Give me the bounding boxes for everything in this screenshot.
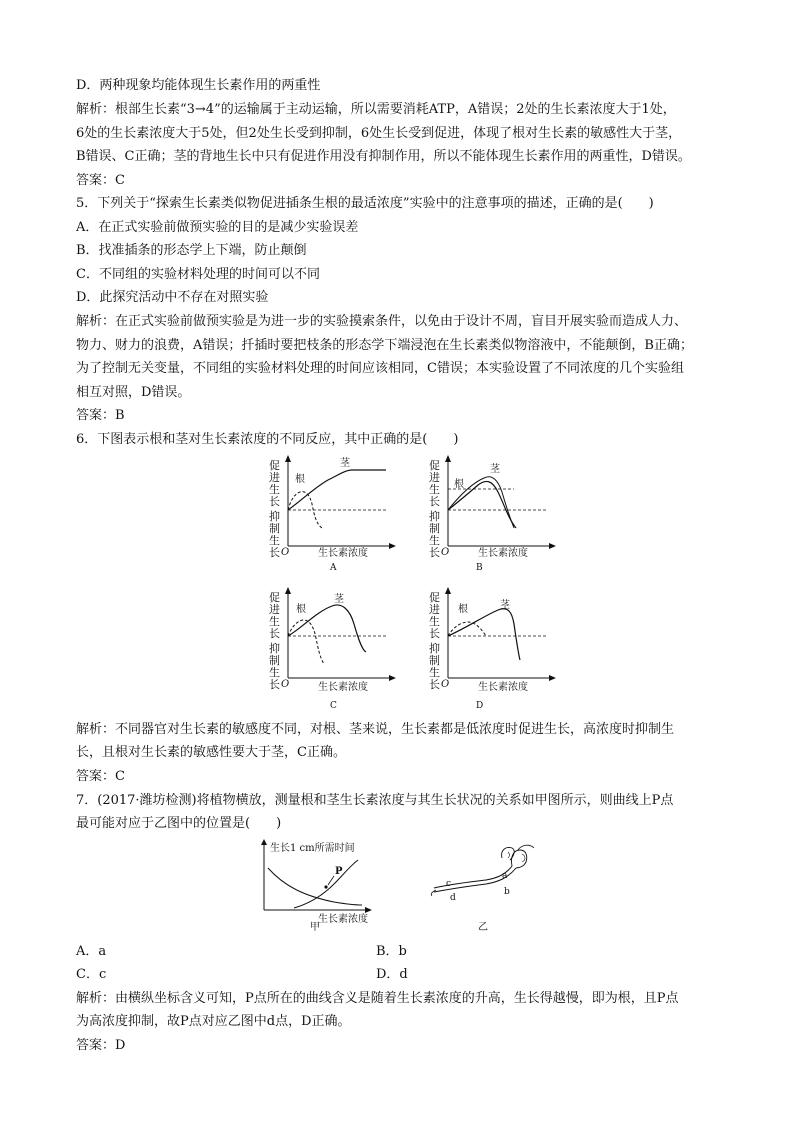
- graph-b-inhibit-2: 制: [429, 522, 440, 535]
- graph-a-inhibit-3: 生: [269, 534, 280, 547]
- q5-option-a: A．在正式实验前做预实验的目的是减少实验误差: [76, 220, 359, 235]
- graph-c-promote-4: 长: [269, 627, 280, 640]
- q6-graph-b: [422, 452, 572, 577]
- graph-b-root-label: 根: [454, 479, 464, 490]
- graph-c-promote-1: 促: [269, 591, 280, 604]
- graph-d-promote-1: 促: [429, 591, 440, 604]
- q5-option-d: D．此探究活动中不存在对照实验: [76, 290, 269, 305]
- q4-analysis-line-1: 解析：根部生长素“3→4”的运输属于主动运输，所以需要消耗ATP，A错误；2处的生长素浓度大于1处，: [76, 102, 676, 117]
- graph-c-inhibit-4: 长: [269, 678, 280, 691]
- fig-yi-label-c: c: [446, 879, 452, 889]
- graph-c-caption: C: [330, 701, 337, 711]
- q6-graph-a: [262, 452, 412, 577]
- graph-c-stem-label: 茎: [334, 594, 344, 605]
- graph-b-inhibit-1: 抑: [429, 510, 440, 523]
- fig-yi-caption: 乙: [478, 922, 488, 933]
- q6-graph-c: [262, 584, 412, 714]
- graph-c-promote-3: 生: [269, 615, 280, 628]
- graph-c-inhibit-1: 抑: [269, 642, 280, 655]
- graph-a-xlabel: 生长素浓度: [318, 548, 368, 559]
- graph-b-inhibit-3: 生: [429, 534, 440, 547]
- graph-d-promote-2: 进: [429, 603, 440, 616]
- graph-d-promote-4: 长: [429, 627, 440, 640]
- graph-d-inhibit-2: 制: [429, 654, 440, 667]
- graph-c-xlabel: 生长素浓度: [318, 682, 368, 693]
- fig-jia-ylabel: 生长1 cm所需时间: [270, 843, 355, 854]
- graph-d-origin: O: [441, 679, 450, 690]
- q7-figure-jia: [254, 838, 394, 934]
- graph-d-promote-3: 生: [429, 615, 440, 628]
- q7-analysis-line-2: 为高浓度抑制，故P点对应乙图中d点，D正确。: [76, 1014, 351, 1029]
- fig-yi-label-a: a: [502, 871, 508, 881]
- q7-analysis-line-1: 解析：由横纵坐标含义可知，P点所在的曲线含义是随着生长素浓度的升高，生长得越慢，即为根，且P点: [76, 991, 679, 1006]
- graph-b-caption: B: [476, 563, 483, 573]
- graph-a-promote-4: 长: [269, 495, 280, 508]
- q5-option-c: C．不同组的实验材料处理的时间可以不同: [76, 267, 320, 282]
- q4-analysis-line-2: 6处的生长素浓度大于5处，但2处生长受到抑制，6处生长受到促进，体现了根对生长素的敏感性大于茎，: [76, 126, 682, 141]
- graph-a-inhibit-1: 抑: [269, 510, 280, 523]
- q6-question: 6．下图表示根和茎对生长素浓度的不同反应，其中正确的是( ): [76, 432, 459, 447]
- graph-d-xlabel: 生长素浓度: [478, 682, 528, 693]
- fig-jia-caption: 甲: [310, 922, 320, 933]
- graph-a-caption: A: [330, 563, 337, 573]
- q5-analysis-line-2: 物力、财力的浪费，A错误；扦插时要把枝条的形态学下端浸泡在生长素类似物溶液中，不能颠倒，B正确；: [76, 338, 693, 353]
- graph-a-promote-2: 进: [269, 471, 280, 484]
- graph-d-inhibit-1: 抑: [429, 642, 440, 655]
- graph-b-promote-1: 促: [429, 459, 440, 472]
- fig-jia-point-p: P: [335, 866, 343, 877]
- q7-figure-yi: [426, 842, 546, 934]
- q7-option-c: C．c: [76, 967, 107, 982]
- graph-b-promote-2: 进: [429, 471, 440, 484]
- q7-option-b: B．b: [376, 944, 407, 959]
- graph-b-origin: O: [441, 547, 450, 558]
- graph-b-stem-label: 茎: [490, 464, 500, 475]
- graph-a-promote-3: 生: [269, 483, 280, 496]
- q6-graph-d: [422, 584, 572, 714]
- graph-c-origin: O: [281, 679, 290, 690]
- q7-option-a: A．a: [76, 944, 107, 959]
- q7-question-line-2: 最可能对应于乙图中的位置是( ): [76, 816, 282, 831]
- graph-a-origin: O: [281, 547, 290, 558]
- q4-analysis-line-3: B错误、C正确；茎的背地生长中只有促进作用没有抑制作用，所以不能体现生长素作用的两重性，D错误。: [76, 149, 691, 164]
- graph-d-caption: D: [476, 701, 484, 711]
- q5-analysis-line-4: 相互对照，D错误。: [76, 385, 191, 400]
- q6-answer: 答案：C: [76, 769, 125, 784]
- graph-b-promote-3: 生: [429, 483, 440, 496]
- q7-option-d: D．d: [376, 967, 408, 982]
- graph-c-inhibit-3: 生: [269, 666, 280, 679]
- q4-option-d: D．两种现象均能体现生长素作用的两重性: [76, 78, 321, 93]
- graph-c-root-label: 根: [296, 604, 306, 615]
- fig-yi-label-d: d: [450, 893, 456, 903]
- fig-jia-xlabel: 生长素浓度: [318, 914, 368, 925]
- graph-d-root-label: 根: [458, 604, 468, 615]
- graph-d-stem-label: 茎: [500, 600, 510, 611]
- q7-answer: 答案：D: [76, 1038, 126, 1053]
- graph-a-inhibit-4: 长: [269, 546, 280, 559]
- q5-analysis-line-3: 为了控制无关变量，不同组的实验材料处理的时间应该相同，C错误；本实验设置了不同浓度的几个实验组: [76, 361, 684, 376]
- graph-c-promote-2: 进: [269, 603, 280, 616]
- q6-analysis-line-1: 解析：不同器官对生长素的敏感度不同，对根、茎来说，生长素都是低浓度时促进生长，高浓度时抑制生: [76, 722, 675, 737]
- q5-answer: 答案：B: [76, 408, 125, 423]
- graph-b-xlabel: 生长素浓度: [478, 548, 528, 559]
- graph-b-promote-4: 长: [429, 495, 440, 508]
- graph-a-stem-label: 茎: [340, 458, 350, 469]
- q5-question: 5．下列关于“探索生长素类似物促进插条生根的最适浓度”实验中的注意事项的描述，正确的是( ): [76, 196, 654, 211]
- q5-option-b: B．找准插条的形态学上下端，防止颠倒: [76, 243, 307, 258]
- graph-a-root-label: 根: [295, 474, 305, 485]
- graph-d-inhibit-4: 长: [429, 678, 440, 691]
- q7-question-line-1: 7．(2017·潍坊检测)将植物横放，测量根和茎生长素浓度与其生长状况的关系如甲图所示，则曲线上P点: [76, 793, 674, 808]
- fig-yi-label-b: b: [504, 887, 510, 897]
- q5-analysis-line-1: 解析：在正式实验前做预实验是为进一步的实验摸索条件，以免由于设计不周，盲目开展实验而造成人力、: [76, 314, 688, 329]
- graph-a-inhibit-2: 制: [269, 522, 280, 535]
- q6-analysis-line-2: 长，且根对生长素的敏感性要大于茎，C正确。: [76, 745, 346, 760]
- graph-b-inhibit-4: 长: [429, 546, 440, 559]
- q4-answer: 答案：C: [76, 173, 125, 188]
- graph-c-inhibit-2: 制: [269, 654, 280, 667]
- graph-a-promote-1: 促: [269, 459, 280, 472]
- graph-d-inhibit-3: 生: [429, 666, 440, 679]
